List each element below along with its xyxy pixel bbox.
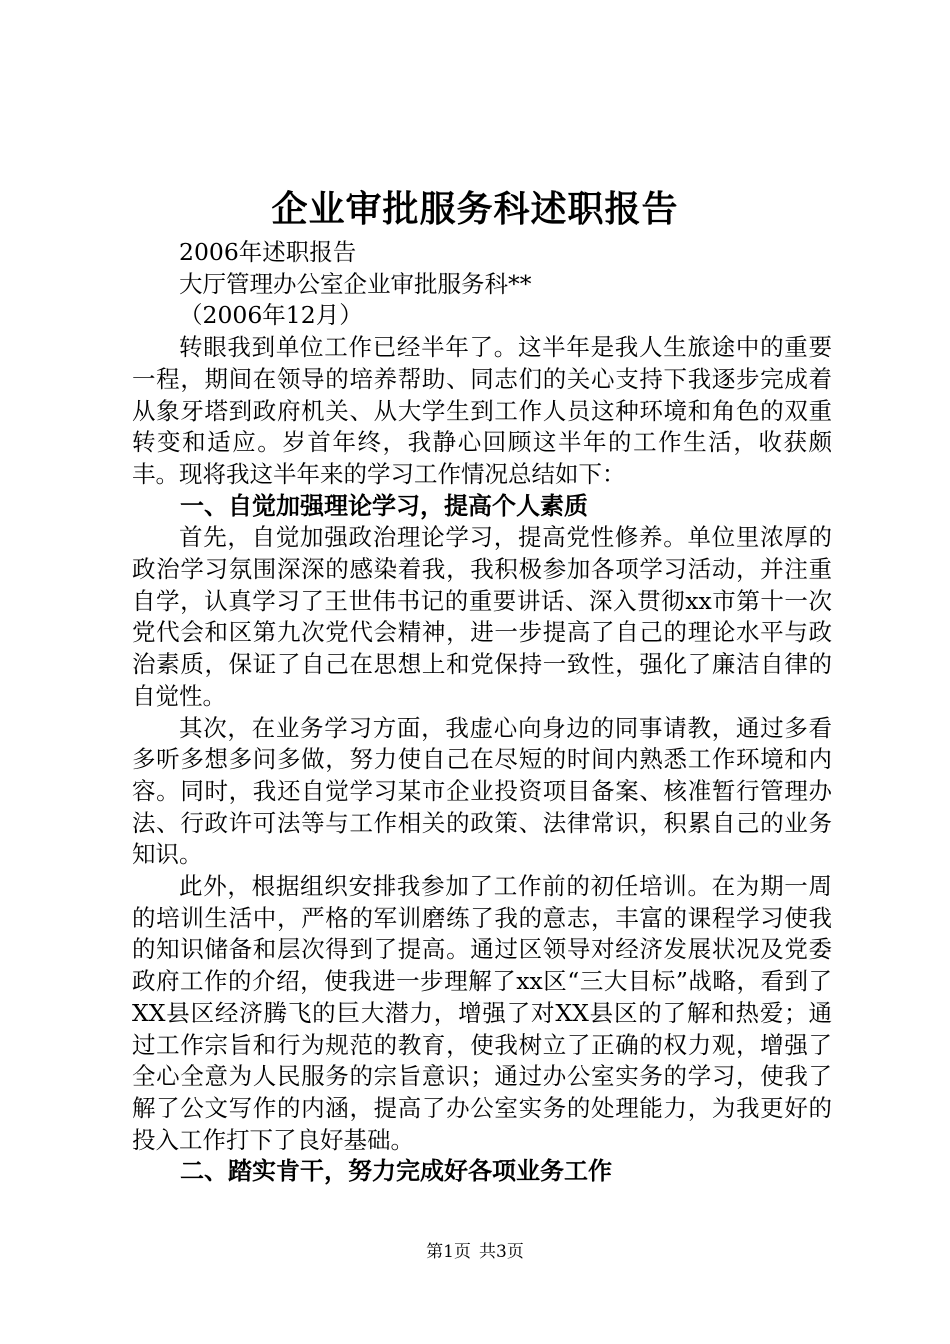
report-department-line: 大厅管理办公室企业审批服务科** (179, 269, 532, 298)
document-body (132, 237, 832, 1188)
page-total: 共3页 (479, 1242, 524, 1262)
report-year-line: 2006年述职报告 (179, 238, 357, 266)
body-paragraph: 此外，根据组织安排我参加了工作前的初任培训。在为期一周的培训生活中，严格的军训磨练了我的意志，丰富的课程学习使我的知识储备和层次得到了提高。通过区领导对经济发展状况及党委政府工作的介绍，使我进一步理解了xx区“三大目标”战略，看到了XX县区经济腾飞的巨大潜力，增强了对XX县区的了解和热爱；通过工作宗旨和行为规范的教育，使我树立了正确的权力观，增强了全心全意为人民服务的宗旨意识；通过办公室实务的学习，使我了解了公文写作的内涵，提高了办公室实务的处理能力，为我更好的投入工作打下了良好基础。 (132, 872, 832, 1154)
page-number: 第1页 (426, 1242, 471, 1262)
body-paragraph: 首先，自觉加强政治理论学习，提高党性修养。单位里浓厚的政治学习氛围深深的感染着我，我积极参加各项学习活动，并注重自学，认真学习了王世伟书记的重要讲话、深入贯彻xx市第十一次党代会和区第九次党代会精神，进一步提高了自己的理论水平与政治素质，保证了自己在思想上和党保持一致性，强化了廉洁自律的自觉性。 (132, 523, 832, 710)
section-heading-2: 二、踏实肯干，努力完成好各项业务工作 (180, 1157, 612, 1186)
report-date-line: （2006年12月） (179, 301, 363, 330)
section-heading-1: 一、自觉加强理论学习，提高个人素质 (180, 491, 588, 520)
page-footer (0, 1240, 950, 1264)
body-paragraph: 其次，在业务学习方面，我虚心向身边的同事请教，通过多看多听多想多问多做，努力使自己在尽短的时间内熟悉工作环境和内容。同时，我还自觉学习某市企业投资项目备案、核准暂行管理办法、行政许可法等与工作相关的政策、法律常识，积累自己的业务知识。 (132, 713, 832, 869)
intro-paragraph: 转眼我到单位工作已经半年了。这半年是我人生旅途中的重要一程，期间在领导的培养帮助、同志们的关心支持下我逐步完成着从象牙塔到政府机关、从大学生到工作人员这种环境和角色的双重转变和适应。岁首年终，我静心回顾这半年的工作生活，收获颇丰。现将我这半年来的学习工作情况总结如下： (132, 333, 832, 488)
document-title: 企业审批服务科述职报告 (271, 189, 679, 230)
